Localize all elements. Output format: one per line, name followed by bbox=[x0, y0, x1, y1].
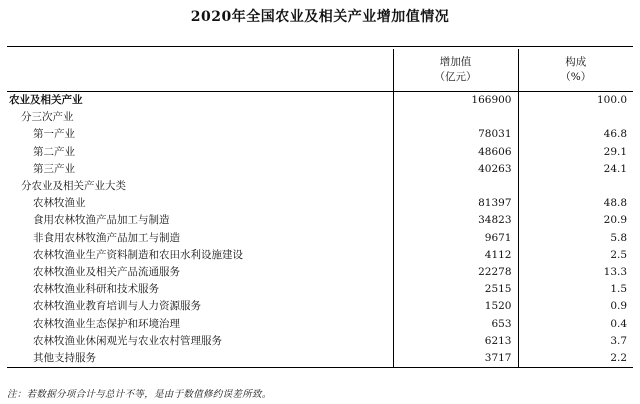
row-label: 第一产业 bbox=[33, 128, 75, 141]
row-label: 农林牧渔业科研和技术服务 bbox=[33, 283, 159, 296]
table-row bbox=[7, 230, 633, 247]
header-label-column bbox=[7, 49, 393, 92]
row-share: 5.8 bbox=[518, 230, 633, 247]
row-value: 48606 bbox=[393, 144, 518, 161]
row-label: 食用农林牧渔产品加工与制造 bbox=[33, 214, 170, 227]
row-value: 3717 bbox=[393, 350, 518, 368]
row-share: 24.1 bbox=[518, 161, 633, 178]
row-share bbox=[518, 109, 633, 126]
row-share: 2.2 bbox=[518, 350, 633, 368]
header-value-unit: （亿元） bbox=[434, 71, 477, 83]
row-value: 653 bbox=[393, 316, 518, 333]
table-row bbox=[7, 92, 633, 110]
table-row bbox=[7, 109, 633, 126]
table-row bbox=[7, 333, 633, 350]
row-share: 3.7 bbox=[518, 333, 633, 350]
row-share: 2.5 bbox=[518, 247, 633, 264]
row-label: 非食用农林牧渔产品加工与制造 bbox=[33, 231, 180, 244]
row-value bbox=[393, 178, 518, 195]
row-label: 分三次产业 bbox=[21, 111, 74, 124]
row-value: 6213 bbox=[393, 333, 518, 350]
row-share: 20.9 bbox=[518, 212, 633, 229]
row-label: 农林牧渔业生态保护和环境治理 bbox=[33, 317, 180, 330]
row-share: 0.9 bbox=[518, 298, 633, 315]
row-value: 34823 bbox=[393, 212, 518, 229]
row-share bbox=[518, 178, 633, 195]
row-label: 分农业及相关产业大类 bbox=[21, 180, 126, 193]
row-value: 78031 bbox=[393, 126, 518, 143]
row-value: 2515 bbox=[393, 281, 518, 298]
table-row bbox=[7, 350, 633, 368]
table-row bbox=[7, 178, 633, 195]
row-label: 其他支持服务 bbox=[7, 350, 393, 368]
row-label: 第二产业 bbox=[33, 145, 75, 158]
table-body bbox=[7, 92, 633, 368]
row-value bbox=[393, 109, 518, 126]
row-value: 40263 bbox=[393, 161, 518, 178]
header-value-column bbox=[393, 49, 518, 92]
row-share: 0.4 bbox=[518, 316, 633, 333]
row-share: 100.0 bbox=[518, 92, 633, 110]
header-share-unit: （%） bbox=[560, 71, 592, 83]
row-value: 166900 bbox=[393, 92, 518, 110]
table-title: 2020年全国农业及相关产业增加值情况 bbox=[190, 9, 450, 25]
table-row bbox=[7, 281, 633, 298]
row-share: 13.3 bbox=[518, 264, 633, 281]
footnote: 注：若数据分项合计与总计不等，是由于数值修约误差所致。 bbox=[7, 389, 272, 400]
row-value: 22278 bbox=[393, 264, 518, 281]
table-row bbox=[7, 212, 633, 229]
row-value: 81397 bbox=[393, 195, 518, 212]
row-label: 农林牧渔业休闲观光与农业农村管理服务 bbox=[33, 334, 222, 347]
header-share-label: 构成 bbox=[565, 56, 587, 68]
row-label: 农业及相关产业 bbox=[7, 92, 393, 110]
row-label: 第三产业 bbox=[33, 162, 75, 175]
row-label: 农林牧渔业及相关产品流通服务 bbox=[33, 266, 180, 279]
table-row bbox=[7, 126, 633, 143]
table-row bbox=[7, 316, 633, 333]
row-value: 1520 bbox=[393, 298, 518, 315]
row-label: 农林牧渔业教育培训与人力资源服务 bbox=[33, 300, 201, 313]
table-row bbox=[7, 298, 633, 315]
row-share: 48.8 bbox=[518, 195, 633, 212]
row-label: 农林牧渔业 bbox=[33, 197, 86, 210]
table-row bbox=[7, 161, 633, 178]
row-value: 4112 bbox=[393, 247, 518, 264]
table-row bbox=[7, 264, 633, 281]
row-value: 9671 bbox=[393, 230, 518, 247]
header-share-column bbox=[518, 49, 633, 92]
row-share: 46.8 bbox=[518, 126, 633, 143]
value-added-table bbox=[7, 46, 633, 368]
table-row bbox=[7, 195, 633, 212]
row-label: 农林牧渔业生产资料制造和农田水利设施建设 bbox=[33, 248, 243, 261]
header-value-label: 增加值 bbox=[439, 56, 472, 68]
table-row bbox=[7, 247, 633, 264]
header-row bbox=[7, 49, 633, 92]
table-row bbox=[7, 144, 633, 161]
row-share: 1.5 bbox=[518, 281, 633, 298]
row-share: 29.1 bbox=[518, 144, 633, 161]
